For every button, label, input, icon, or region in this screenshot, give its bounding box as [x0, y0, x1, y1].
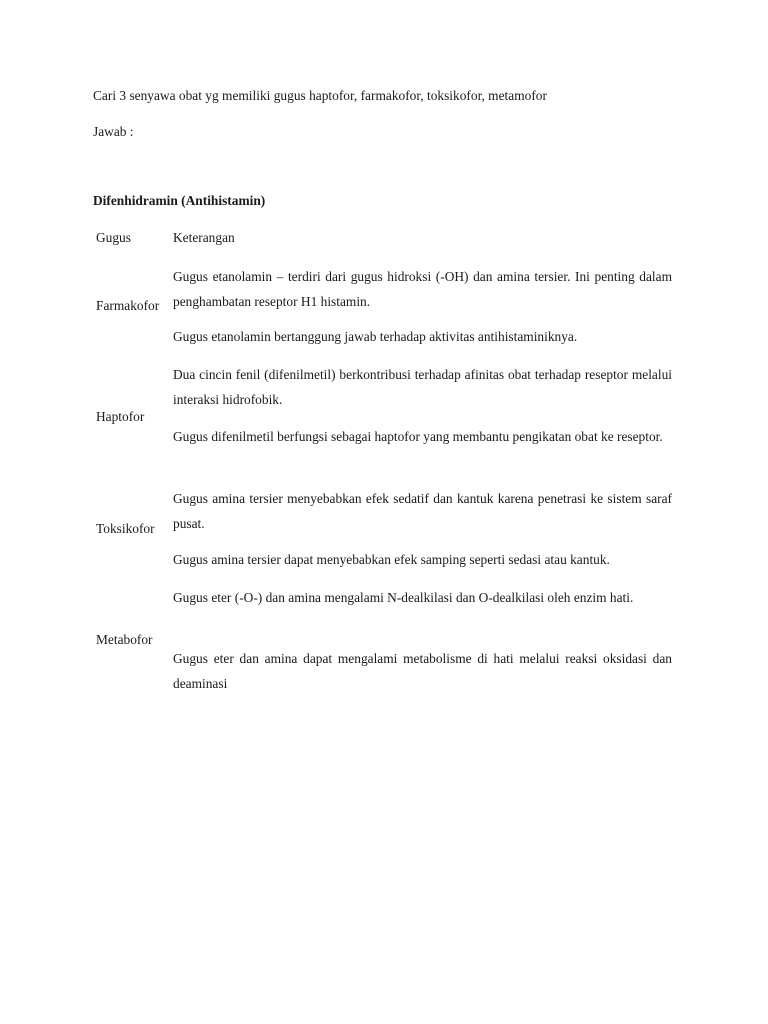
table-cell-paragraph: Gugus etanolamin bertanggung jawab terhadap aktivitas antihistaminiknya. — [173, 329, 578, 344]
table-cell-paragraph: Gugus etanolamin – terdiri dari gugus hidroksi (-OH) dan amina tersier. Ini penting dalam penghambatan reseptor H1 histamin. — [173, 269, 672, 309]
answer-label: Jawab : — [93, 124, 134, 139]
column-header-keterangan: Keterangan — [173, 230, 235, 245]
table-cell-paragraph: Gugus amina tersier dapat menyebabkan efek samping seperti sedasi atau kantuk. — [173, 552, 610, 567]
table-cell-paragraph: Gugus difenilmetil berfungsi sebagai haptofor yang membantu pengikatan obat ke reseptor. — [173, 429, 663, 444]
drug-title: Difenhidramin (Antihistamin) — [93, 193, 266, 208]
group-name-haptofor: Haptofor — [96, 409, 145, 424]
question-text: Cari 3 senyawa obat yg memiliki gugus haptofor, farmakofor, toksikofor, metamofor — [93, 88, 547, 103]
table-cell-paragraph: Gugus amina tersier menyebabkan efek sedatif dan kantuk karena penetrasi ke sistem saraf pusat. — [173, 491, 672, 531]
table-cell-paragraph: Gugus eter dan amina dapat mengalami metabolisme di hati melalui reaksi oksidasi dan deaminasi — [173, 651, 672, 691]
table-cell-paragraph: Gugus eter (-O-) dan amina mengalami N-dealkilasi dan O-dealkilasi oleh enzim hati. — [173, 590, 634, 605]
group-name-metabofor: Metabofor — [96, 632, 153, 647]
group-name-toksikofor: Toksikofor — [96, 521, 155, 536]
group-name-farmakofor: Farmakofor — [96, 298, 160, 313]
table-cell-paragraph: Dua cincin fenil (difenilmetil) berkontribusi terhadap afinitas obat terhadap reseptor melalui interaksi hidrofobik. — [173, 367, 672, 407]
column-header-gugus: Gugus — [96, 230, 131, 245]
